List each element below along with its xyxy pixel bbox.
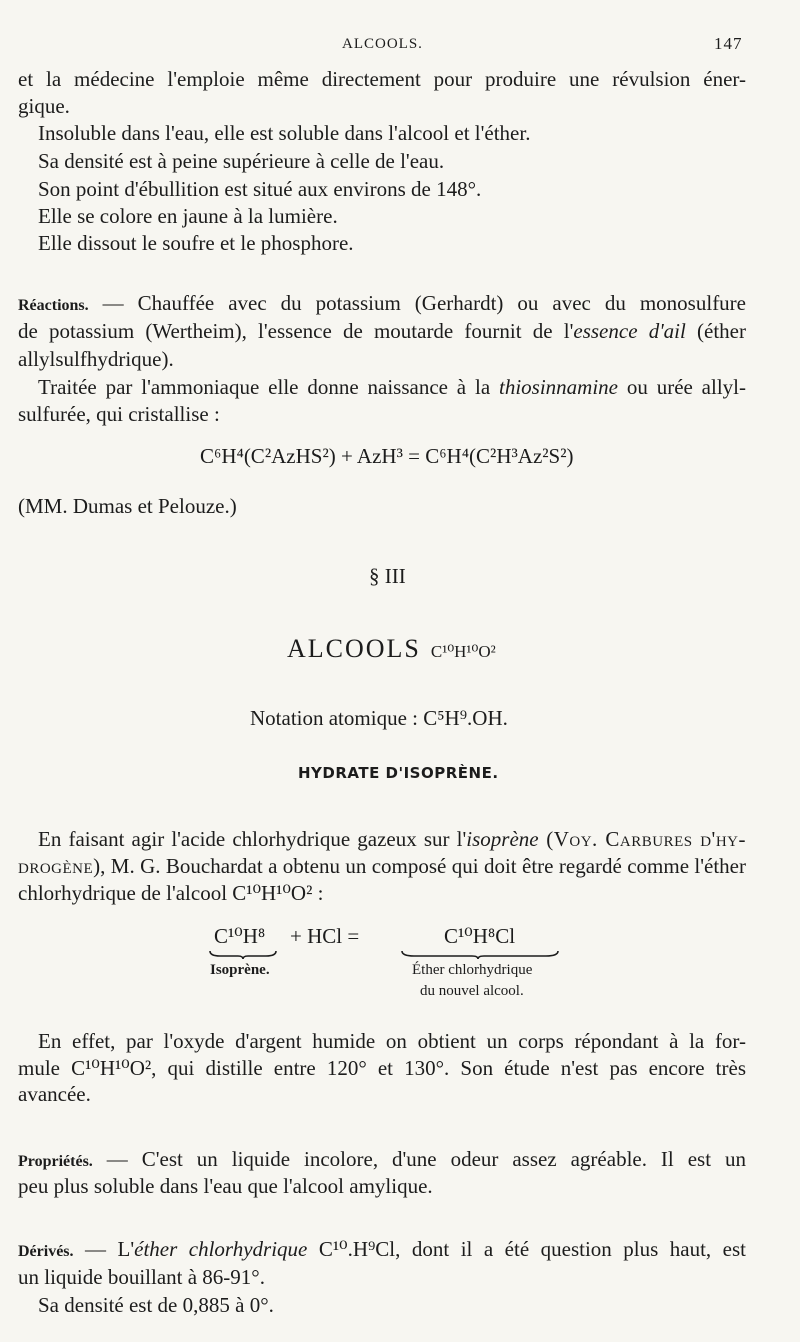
paragraph-line: sulfurée, qui cristallise : [18, 402, 220, 426]
running-title: ALCOOLS. [342, 36, 423, 52]
italic-term: thiosinnamine [499, 375, 618, 399]
text-run: C¹⁰.H⁹Cl, dont il a été question plus haut, est [307, 1237, 746, 1261]
italic-term: essence d'ail [573, 319, 686, 343]
paragraph-line: avancée. [18, 1082, 91, 1106]
text-run: En faisant agir l'acide chlorhydrique gazeux sur l' [38, 827, 467, 851]
text-run: ), M. G. Bouchardat a obtenu un composé qui doit être regardé comme l'éther [93, 854, 746, 878]
paragraph-line [38, 374, 746, 400]
paragraph-line [18, 853, 746, 879]
notation: Notation atomique : C⁵H⁹.OH. [250, 706, 508, 730]
text-run: — L' [73, 1237, 135, 1261]
paragraph-line: Sa densité est de 0,885 à 0°. [38, 1293, 274, 1317]
section-marker: § III [369, 564, 406, 588]
cross-reference: drogène [18, 854, 94, 878]
page-number: 147 [714, 34, 743, 53]
run-in-heading: Propriétés. [18, 1153, 93, 1170]
equation-label: Éther chlorhydrique [412, 962, 533, 978]
paragraph-line: gique. [18, 94, 70, 118]
paragraph-line: chlorhydrique de l'alcool C¹⁰H¹⁰O² : [18, 881, 324, 905]
run-in-heading: Réactions. [18, 297, 89, 314]
paragraph-line: Son point d'ébullition est situé aux environs de 148°. [38, 177, 482, 201]
paragraph-line: peu plus soluble dans l'eau que l'alcool amylique. [18, 1174, 433, 1198]
italic-term: isoprène [466, 827, 539, 851]
equation-left: C¹⁰H⁸ [214, 924, 266, 948]
subheading: HYDRATE D'ISOPRÈNE. [298, 764, 499, 782]
equation-right: C¹⁰H⁸Cl [444, 924, 516, 948]
text-run: ou urée allyl- [618, 375, 747, 399]
paragraph-line: Elle se colore en jaune à la lumière. [38, 204, 338, 228]
paragraph-line [18, 290, 746, 319]
text-run: (éther [685, 319, 746, 343]
cross-reference: (Voy. Carbures d'hy- [538, 827, 746, 851]
paragraph-line [38, 826, 746, 852]
paragraph-line: Sa densité est à peine supérieure à celle de l'eau. [38, 149, 445, 173]
paragraph-line [18, 318, 746, 344]
equation-label: Isoprène. [210, 962, 270, 978]
equation-label: du nouvel alcool. [420, 983, 524, 999]
paragraph-line: Insoluble dans l'eau, elle est soluble dans l'alcool et l'éther. [38, 121, 531, 145]
section-title [287, 634, 496, 664]
underbrace-left [208, 950, 278, 960]
text-run: — C'est un liquide incolore, d'une odeur assez agréable. Il est un [92, 1147, 746, 1171]
paragraph-line: mule C¹⁰H¹⁰O², qui distille entre 120° et 130°. Son étude n'est pas encore très [18, 1056, 746, 1080]
text-run: Traitée par l'ammoniaque elle donne naissance à la [38, 375, 499, 399]
title-text: ALCOOLS [287, 634, 421, 663]
underbrace-right [400, 950, 560, 960]
paragraph-line: un liquide bouillant à 86-91°. [18, 1265, 265, 1289]
paragraph-line: En effet, par l'oxyde d'argent humide on obtient un corps répondant à la for- [38, 1029, 746, 1053]
equation-operator: + HCl = [290, 924, 360, 948]
equation: C⁶H⁴(C²AzHS²) + AzH³ = C⁶H⁴(C²H³Az²S²) [200, 444, 574, 468]
text-run: — Chauffée avec du potassium (Gerhardt) ou avec du monosulfure [88, 291, 746, 315]
title-formula: C¹⁰H¹⁰O² [430, 642, 496, 661]
attribution: (MM. Dumas et Pelouze.) [18, 494, 237, 518]
italic-term: éther chlorhydrique [134, 1237, 308, 1261]
paragraph-line: allylsulfhydrique). [18, 347, 174, 371]
text-run: de potassium (Wertheim), l'essence de moutarde fournit de l' [18, 319, 574, 343]
run-in-heading: Dérivés. [18, 1243, 74, 1260]
paragraph-line: Elle dissout le soufre et le phosphore. [38, 231, 354, 255]
paragraph-line: et la médecine l'emploie même directement pour produire une révulsion éner- [18, 67, 746, 91]
paragraph-line [18, 1146, 746, 1175]
paragraph-line [18, 1236, 746, 1265]
